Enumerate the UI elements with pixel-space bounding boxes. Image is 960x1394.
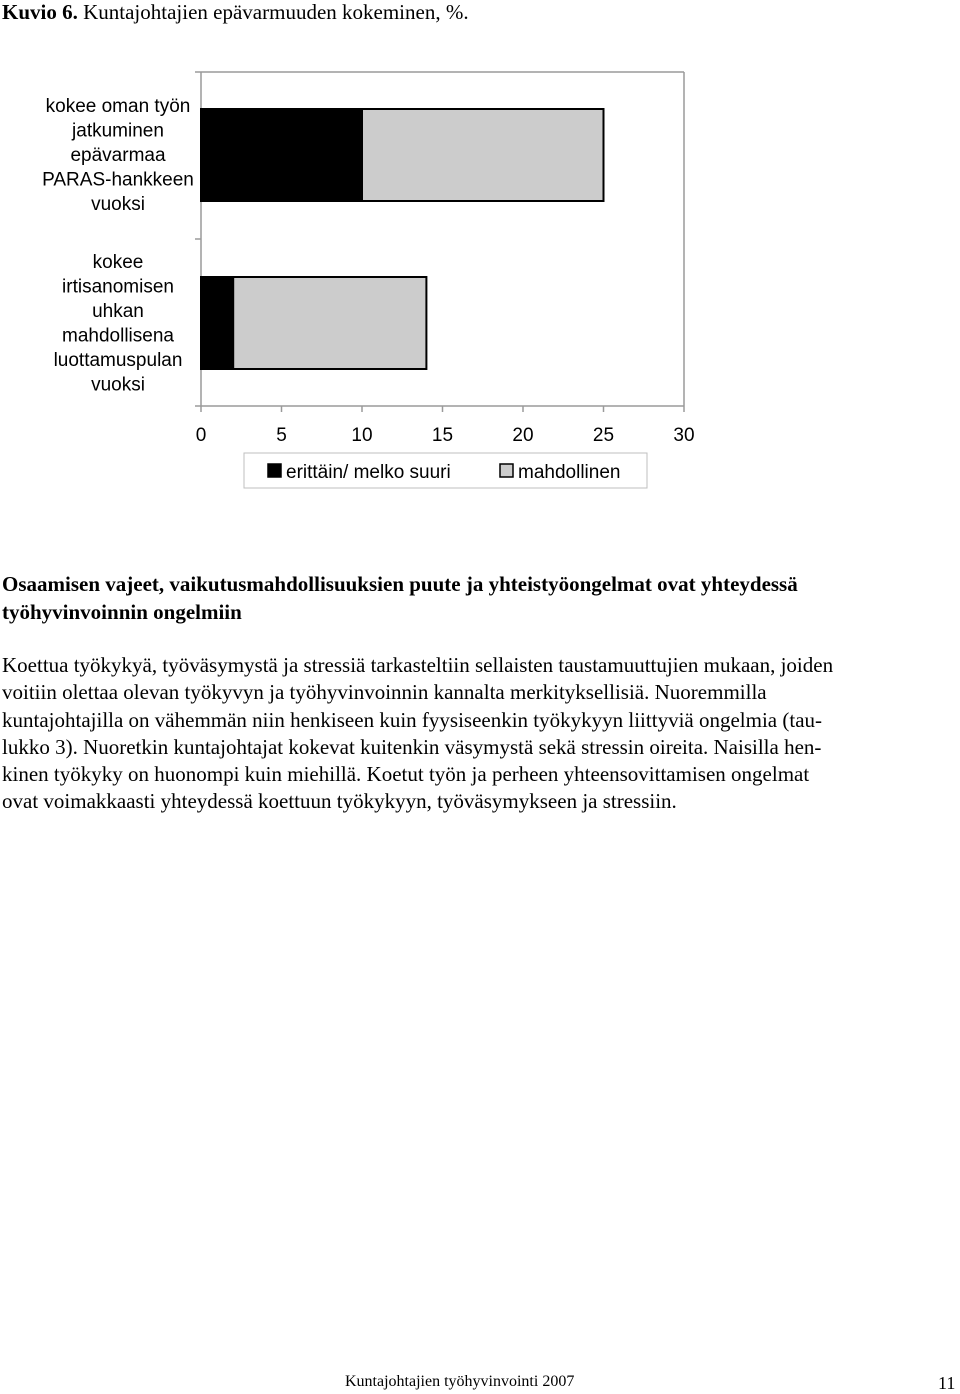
x-tick-label: 15 xyxy=(431,425,454,446)
section-heading: Osaamisen vajeet, vaikutusmahdollisuuksien puute ja yhteistyöongelmat ovat yhteydessä työhyvinvoinnin ongelmiin xyxy=(2,572,798,624)
legend-label-mahdollinen: mahdollinen xyxy=(518,462,621,483)
x-tick-label: 25 xyxy=(592,425,615,446)
bar-segment-mahdollinen xyxy=(233,277,426,369)
legend-label-erittain-melko-suuri: erittäin/ melko suuri xyxy=(286,462,451,483)
paragraph-line: Koettua työkykyä, työväsymystä ja stressiä tarkasteltiin sellaisten taustamuuttujien mukaan, joiden xyxy=(2,653,834,677)
paragraph-line: voitiin olettaa olevan työkyvyn ja työhyvinvoinnin kannalta merkityksellisiä. Nuoremmilla xyxy=(2,680,767,705)
page-number: 11 xyxy=(938,1373,956,1393)
bars xyxy=(201,109,604,369)
category-label: luottamuspulan xyxy=(53,349,183,371)
paragraph-line: kuntajohtajilla on vähemmän niin henkiseen kuin fyysiseenkin työkykyyn liittyviä ongelmia (tau- xyxy=(2,707,823,732)
category-labels xyxy=(42,96,194,395)
figure-caption-text: Kuntajohtajien epävarmuuden kokeminen, %. xyxy=(83,0,469,24)
category-label: epävarmaa xyxy=(70,145,166,166)
bar-segment-mahdollinen xyxy=(362,109,604,201)
category-label: PARAS-hankkeen xyxy=(42,169,194,191)
stacked-bar-chart xyxy=(0,0,960,500)
category-label: irtisanomisen xyxy=(62,276,174,298)
legend xyxy=(244,453,647,488)
category-label: vuoksi xyxy=(91,194,145,215)
body-paragraph xyxy=(2,652,942,816)
legend-swatch-mahdollinen xyxy=(500,464,513,477)
bar-segment-erittain-melko-suuri xyxy=(201,109,362,201)
x-tick-label: 0 xyxy=(195,425,207,446)
paragraph-line: ovat voimakkaasti yhteydessä koettuun työkykyyn, työväsymykseen ja stressiin. xyxy=(2,789,677,814)
x-tick-label: 10 xyxy=(351,425,373,446)
figure-label: Kuvio 6. xyxy=(2,0,78,24)
x-tick-label: 5 xyxy=(276,425,287,446)
paragraph-line: kinen työkyky on huonompi kuin miehillä. Koetut työn ja perheen yhteensovittamisen ongelmat xyxy=(2,762,810,787)
legend-swatch-erittain-melko-suuri xyxy=(268,464,281,477)
category-label: jatkuminen xyxy=(72,120,164,142)
bar-segment-erittain-melko-suuri xyxy=(201,277,233,369)
category-label: kokee oman työn xyxy=(45,96,191,117)
category-label: mahdollisena xyxy=(62,325,174,347)
paragraph-line: lukko 3). Nuoretkin kuntajohtajat kokevat kuitenkin väsymystä sekä stressin oireita. Naisilla hen- xyxy=(2,734,822,759)
x-tick-label: 30 xyxy=(673,425,695,446)
category-label: kokee xyxy=(92,251,144,273)
category-label: uhkan xyxy=(92,300,144,322)
category-label: vuoksi xyxy=(91,374,145,396)
x-tick-label: 20 xyxy=(512,425,534,446)
footer-title: Kuntajohtajien työhyvinvointi 2007 xyxy=(345,1373,575,1390)
